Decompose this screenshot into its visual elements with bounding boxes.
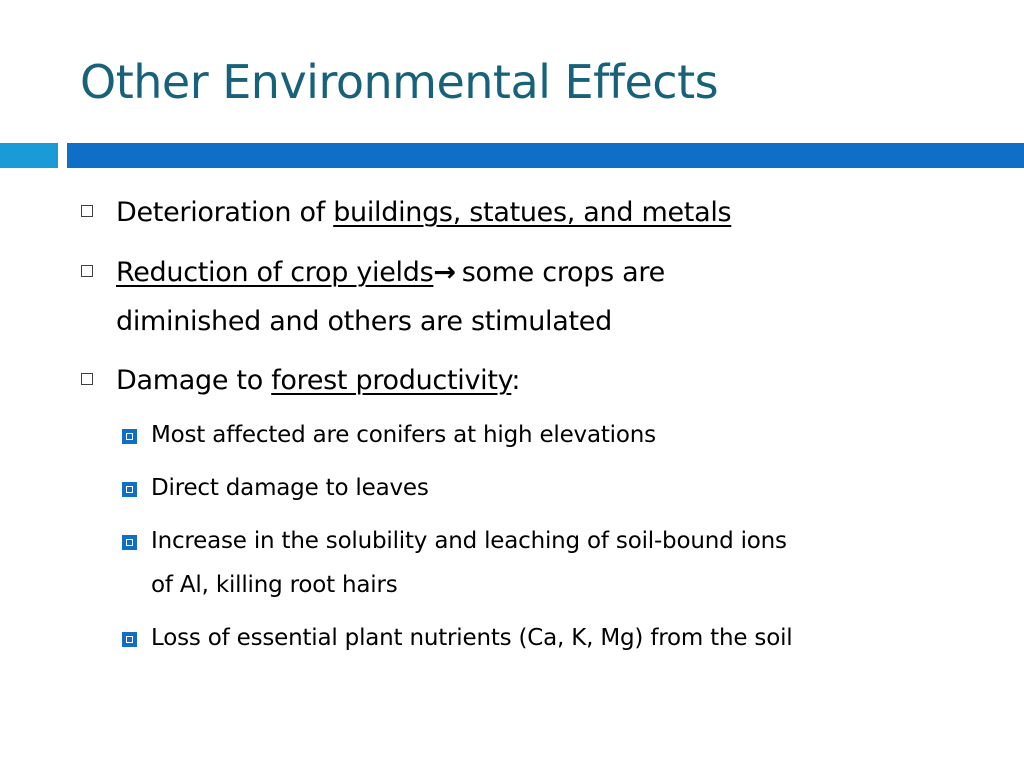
hollow-square-bullet-icon	[81, 205, 93, 217]
accent-band-left	[0, 143, 58, 168]
bullet-text	[116, 356, 520, 405]
sub-bullet-text: Direct damage to leaves	[151, 475, 429, 501]
sub-bullet-text: Most affected are conifers at high elevations	[151, 422, 656, 448]
underlined-term: Reduction of crop yields	[116, 257, 434, 288]
right-arrow-icon: →	[433, 257, 456, 288]
bullet-text	[116, 188, 731, 237]
bullet-prefix: Damage to	[116, 365, 272, 396]
filled-square-bullet-icon	[122, 535, 137, 550]
hollow-square-bullet-icon	[81, 265, 93, 277]
filled-square-bullet-icon	[122, 482, 137, 497]
underlined-term: buildings, statues, and metals	[333, 197, 732, 228]
bullet-suffix: :	[511, 365, 521, 396]
bullet-rest: some crops are	[461, 257, 665, 288]
accent-band-main	[67, 143, 1024, 168]
filled-square-bullet-icon	[122, 632, 137, 647]
underlined-term: forest productivity	[271, 365, 512, 396]
bullet-text	[116, 248, 665, 297]
sub-bullet-text: Loss of essential plant nutrients (Ca, K, Mg) from the soil	[151, 625, 793, 651]
sub-bullet-text: Increase in the solubility and leaching of soil-bound ions	[151, 528, 787, 554]
filled-square-bullet-icon	[122, 429, 137, 444]
hollow-square-bullet-icon	[81, 373, 93, 385]
slide-title: Other Environmental Effects	[80, 55, 719, 109]
sub-bullet-text-line2: of Al, killing root hairs	[151, 572, 398, 598]
bullet-prefix: Deterioration of	[116, 197, 334, 228]
bullet-text-line2: diminished and others are stimulated	[116, 306, 612, 337]
